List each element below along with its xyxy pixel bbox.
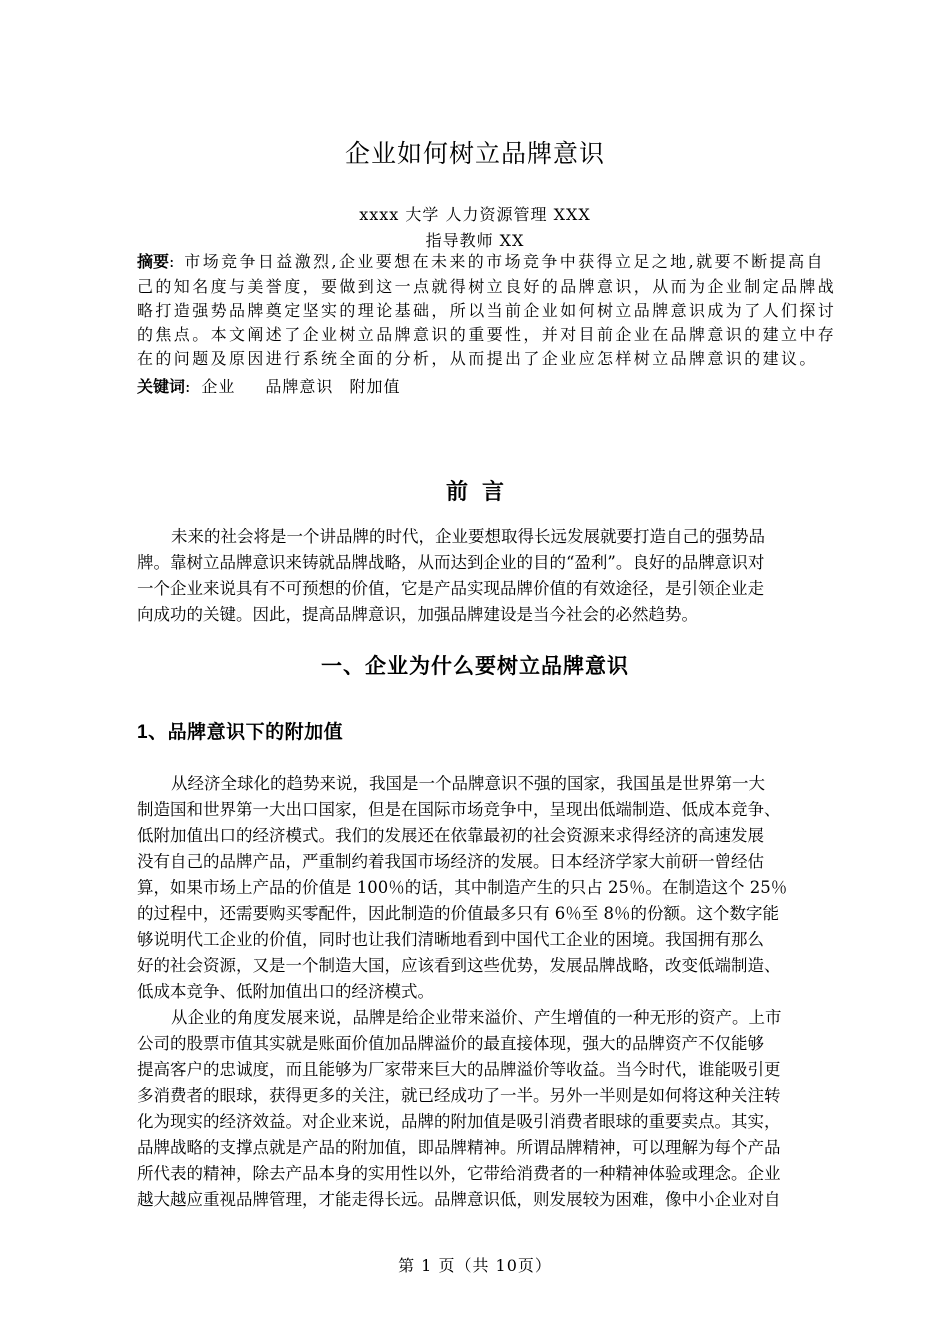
paragraph-line: 向成功的关键。因此，提高品牌意识，加强品牌建设是当今社会的必然趋势。 [137, 605, 698, 624]
keywords-label: 关键词 [137, 379, 186, 396]
abstract-label: 摘要 [137, 254, 170, 271]
paragraph-line: 低附加值出口的经济模式。我们的发展还在依靠最初的社会资源来求得经济的高速发展 [137, 826, 764, 845]
paragraph-line: 所代表的精神，除去产品本身的实用性以外，它带给消费者的一种精神体验或理念。企业 [137, 1164, 781, 1183]
paragraph-line: 化为现实的经济效益。对企业来说，品牌的附加值是吸引消费者眼球的重要卖点。其实， [137, 1112, 781, 1131]
subsection-heading: 1、品牌意识下的附加值 [137, 722, 344, 743]
paragraph-line: 的过程中，还需要购买零配件，因此制造的价值最多只有 6％至 8％的份额。这个数字能 [137, 904, 779, 923]
paragraph-line: 多消费者的眼球，获得更多的关注，就已经成功了一半。另外一半则是如何将这种关注转 [137, 1086, 781, 1105]
paragraph-line: 越大越应重视品牌管理，才能走得长远。品牌意识低，则发展较为困难，像中小企业对自 [137, 1190, 781, 1209]
paragraph-line: 从企业的角度发展来说，品牌是给企业带来溢价、产生增值的一种无形的资产。上市 [171, 1008, 782, 1027]
abstract-line: 略打造强势品牌奠定坚实的理论基础，所以当前企业如何树立品牌意识成为了人们探讨 [137, 301, 837, 320]
preface-heading: 前言 [445, 479, 518, 504]
paragraph-line: 品牌战略的支撑点就是产品的附加值，即品牌精神。所谓品牌精神，可以理解为每个产品 [137, 1138, 781, 1157]
document-title: 企业如何树立品牌意识 [344, 140, 605, 168]
paragraph-line: 算，如果市场上产品的价值是 100％的话，其中制造产生的只占 25％。在制造这个 25％ [137, 878, 788, 897]
keywords-line [137, 374, 400, 397]
paragraph-line: 好的社会资源，又是一个制造大国，应该看到这些优势，发展品牌战略，改变低端制造、 [137, 956, 781, 975]
paragraph-line: 公司的股票市值其实就是账面价值加品牌溢价的最直接体现，强大的品牌资产不仅能够 [137, 1034, 764, 1053]
paragraph-line: 够说明代工企业的价值，同时也让我们清晰地看到中国代工企业的困境。我国拥有那么 [137, 930, 764, 949]
keywords-colon: : [185, 377, 192, 396]
preface-paragraph [137, 524, 861, 628]
advisor-line: 指导教师 XX [425, 231, 525, 250]
paragraph-line: 低成本竞争、低附加值出口的经济模式。 [137, 982, 434, 1001]
paragraph-line: 一个企业来说具有不可预想的价值，它是产品实现品牌价值的有效途径，是引领企业走 [137, 579, 764, 598]
abstract-line: 己的知名度与美誉度，要做到这一点就得树立良好的品牌意识，从而为企业制定品牌战 [137, 277, 837, 296]
keyword: 品牌意识 [265, 377, 334, 396]
keyword: 附加值 [349, 377, 401, 396]
abstract-line: 的焦点。本文阐述了企业树立品牌意识的重要性，并对目前企业在品牌意识的建立中存 [137, 325, 837, 344]
abstract-line [137, 250, 861, 275]
subsection-body [137, 771, 861, 1213]
abstract [137, 250, 861, 371]
abstract-line: 在的问题及原因进行系统全面的分析，从而提出了企业应怎样树立品牌意识的建议。 [137, 349, 818, 368]
paragraph-line: 从经济全球化的趋势来说，我国是一个品牌意识不强的国家，我国虽是世界第一大 [171, 774, 765, 793]
paragraph-line: 牌。靠树立品牌意识来铸就品牌战略，从而达到企业的目的“盈利”。良好的品牌意识对 [137, 553, 765, 572]
abstract-text: : 市场竞争日益激烈,企业要想在未来的市场竞争中获得立足之地,就要不断提高自 [169, 252, 825, 271]
section-heading: 一、企业为什么要树立品牌意识 [321, 655, 629, 678]
paragraph-line: 没有自己的品牌产品，严重制约着我国市场经济的发展。日本经济学家大前研一曾经估 [137, 852, 764, 871]
keyword: 企业 [201, 377, 236, 396]
paragraph-line: 制造国和世界第一大出口国家，但是在国际市场竞争中，呈现出低端制造、低成本竞争、 [137, 800, 781, 819]
paragraph-line: 提高客户的忠诚度，而且能够为厂家带来巨大的品牌溢价等收益。当今时代，谁能吸引更 [137, 1060, 781, 1079]
author-line: xxxx 大学 人力资源管理 XXX [359, 205, 591, 224]
paragraph-line: 未来的社会将是一个讲品牌的时代，企业要想取得长远发展就要打造自己的强势品 [171, 527, 765, 546]
page-footer: 第 1 页（共 10页） [398, 1256, 552, 1275]
